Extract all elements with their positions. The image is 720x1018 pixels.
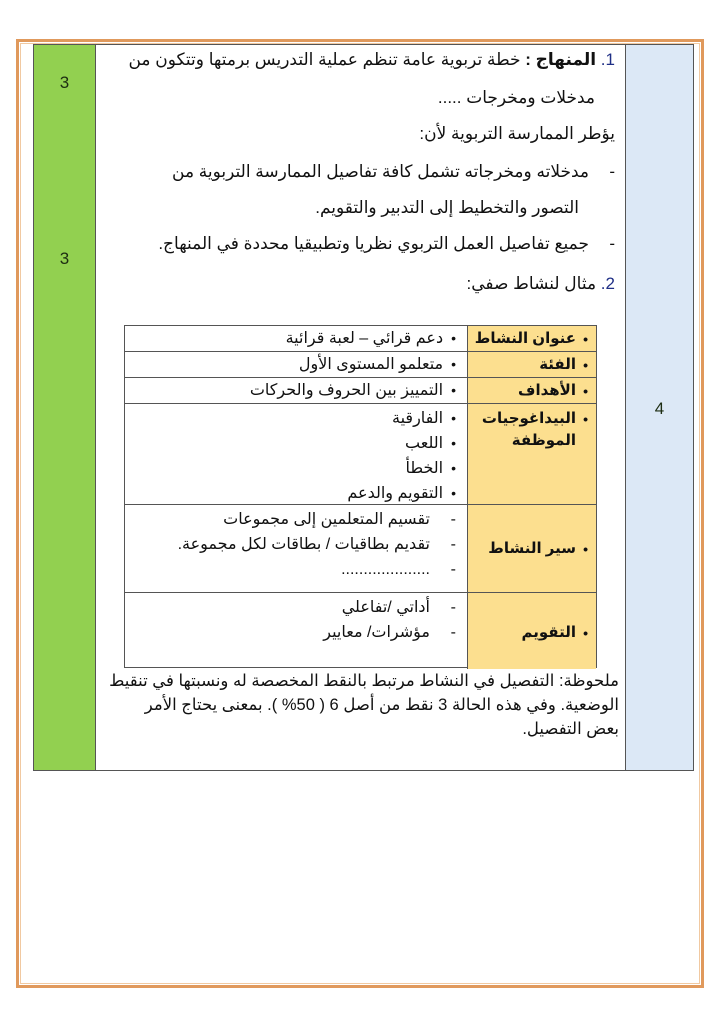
table-row [125,593,596,669]
section1-line1 [104,49,615,71]
section1-line2: مدخلات ومخرجات ..... [437,88,595,107]
section2-heading [104,273,615,295]
section1-number: 1. [600,50,615,69]
row-label: • الفئة [467,352,596,377]
row-label: • التقويم [467,593,596,669]
table-row [125,404,596,505]
section2-number: 2. [600,274,615,293]
table-row [125,352,596,378]
activity-table [124,325,597,668]
row-values: • متعلمو المستوى الأول [131,354,456,374]
score-left-1: 3 [59,73,70,92]
answer-table [33,44,694,771]
section1-bullet-1: - مدخلاته ومخرجاته تشمل كافة تفاصيل الممارسة التربوية من [104,161,615,183]
score-column-right [625,45,693,770]
section2-title: مثال لنشاط صفي: [466,274,597,293]
section1-bullet-2: - جميع تفاصيل العمل التربوي نظريا وتطبيقيا محددة في المنهاج. [104,233,615,255]
score-left-2: 3 [59,249,70,268]
score-right-1: 4 [654,399,665,418]
note-line-1: ملحوظة: التفصيل في النشاط مرتبط بالنقط المخصصة له ونسبتها في تنقيط [109,672,619,690]
table-row [125,505,596,593]
row-label: • البيداغوجيات الموظفة [467,404,596,504]
row-values: • الفارقية • اللعب • الخطأ • التقويم والدعم [131,406,456,505]
row-values: • دعم قرائي – لعبة قرائية [131,328,456,348]
section1-term: المنهاج : [525,50,597,69]
table-row [125,326,596,352]
row-values: - تقسيم المتعلمين إلى مجموعات - تقديم بطاقيات / بطاقات لكل مجموعة. - .................... [131,507,456,582]
table-row [125,378,596,404]
row-values: - أداتي /تفاعلي - مؤشرات/ معايير [131,595,456,645]
section1-definition: خطة تربوية عامة تنظم عملية التدريس برمتها وتتكون من [128,50,521,69]
score-column-left [34,45,96,770]
row-label: • سير النشاط [467,505,596,592]
note-paragraph [106,669,619,741]
row-label: • عنوان النشاط [467,326,596,351]
answer-content [96,45,625,770]
row-values: • التمييز بين الحروف والحركات [131,380,456,400]
row-label: • الأهداف [467,378,596,403]
section1-line3: يؤطر الممارسة التربوية لأن: [419,124,615,143]
note-line-2: الوضعية. وفي هذه الحالة 3 نقط من أصل 6 ( 50% ). بمعنى يحتاج الأمر [144,696,619,714]
section1-bullet-1-cont: التصور والتخطيط إلى التدبير والتقويم. [315,198,579,217]
note-line-3: بعض التفصيل. [522,720,619,738]
